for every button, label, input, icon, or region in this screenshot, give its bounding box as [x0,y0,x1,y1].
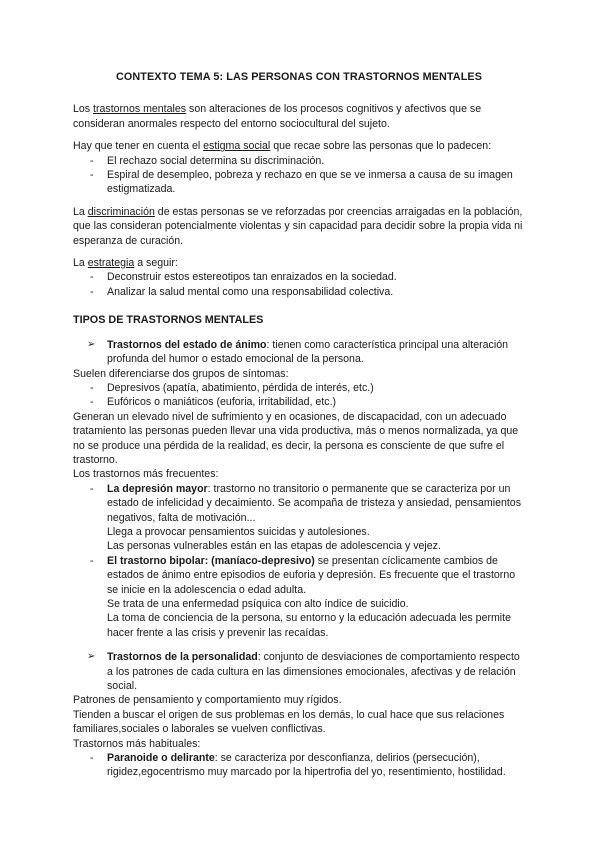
mood-frequent-intro: Los trastornos más frecuentes: [73,468,219,481]
stigma-pre: Hay que tener en cuenta el [73,140,204,153]
paranoid-name: Paranoide o delirante [107,752,215,765]
strategy-paragraph: La estrategia a seguir: [73,257,178,270]
mood-disorders-item [73,338,525,367]
habitual-disorders-list [73,751,525,780]
list-item: - El rechazo social determina su discriminación. [90,154,325,167]
list-item: - El trastorno bipolar: (maníaco-depresivo) se presentan cíclicamente cambios de estados de ánimo entre episodios de euforia y depresión. Es frecuente que el trastorno se inicie en la adolescencia o edad adulta. Se trata de una enfermedad psíquica con alto índice de suicidio. La toma de conciencia de la persona, su entorno y la educación adecuada les permite hacer frente a las crisis y prevenir las recaídas. [90,554,516,639]
intro-paragraph [73,102,525,131]
list-item: - Depresivos (apatía, abatimiento, pérdida de interés, etc.) [90,381,374,394]
dash-bullet: - [90,554,94,567]
mood-groups-list [73,381,525,410]
dash-bullet: - [90,482,94,495]
stigma-post: que recae sobre las personas que lo padecen: [270,140,492,153]
mood-desc: : tienen como característica principal una alteración profunda del humor o estado emocional de la persona. [107,338,508,366]
page-title: CONTEXTO TEMA 5: LAS PERSONAS CON TRASTORNOS MENTALES [115,71,483,83]
list-item: - Espiral de desempleo, pobreza y rechazo en que se ve inmersa a causa de su imagen estigmatizada. [90,169,513,196]
list-item: - Eufóricos o maniáticos (euforia, irritabilidad, etc.) [90,396,337,409]
list-item: - Paranoide o delirante: se caracteriza por desconfianza, delirios (persecución), rigidez,egocentrismo muy marcado por la hipertrofia del yo, resentimiento, hostilidad. [90,752,506,779]
dash-bullet: - [90,752,94,765]
mood-consequence: Generan un elevado nivel de sufrimiento y en ocasiones, de discapacidad, con un adecuado tratamiento las personas pueden llevar una vida productiva, más o menos normalizada, ya que no se produce una pérdida de la realidad, es decir, la persona es consciente de que sufre el trastorno. [73,410,519,466]
section-heading: TIPOS DE TRASTORNOS MENTALES [73,314,264,327]
personality-habitual-intro: Trastornos más habituales: [73,737,201,750]
intro-post: son alteraciones de los procesos cognitivos y afectivos que se consideran anormales respecto del entorno sociocultural del sujeto. [73,103,482,130]
personality-line2: Tienden a buscar el origen de sus problemas en los demás, lo cual hace que sus relaciones familiares,sociales o laborales se vuelven conflictivas. [73,708,505,736]
dash-bullet: - [90,396,94,409]
personality-disorders-item [73,650,525,693]
intro-pre: Los [73,103,94,116]
frequent-disorders-list [73,482,525,640]
list-item: - Deconstruir estos estereotipos tan enraizados en la sociedad. [90,271,397,284]
list-item: - Analizar la salud mental como una responsabilidad colectiva. [90,285,394,298]
dash-bullet: - [90,169,94,182]
personality-line1: Patrones de pensamiento y comportamiento muy rígidos. [73,694,342,707]
term-estigma-social: estigma social [203,140,271,153]
arrow-bullet-icon: ➢ [87,651,96,663]
term-trastornos-mentales: trastornos mentales [93,103,187,116]
depression-name: La depresión mayor [107,482,208,495]
dash-bullet: - [90,381,94,394]
stigma-paragraph [73,139,525,153]
list-item: - La depresión mayor: trastorno no transitorio o permanente que se caracteriza por un estado de infelicidad y decaimiento. Se acompaña de tristeza y ansiedad, pensamientos negativos, falta de motivación... Llega a provocar pensamientos suicidas y autolesiones. Las personas vulnerables están en las etapas de adolescencia y vejez. [90,482,521,553]
mood-heading: Trastornos del estado de ánimo [107,338,267,351]
strategy-list [73,270,525,299]
personality-heading: Trastornos de la personalidad [107,651,258,664]
dash-bullet: - [90,154,94,167]
dash-bullet: - [90,271,94,284]
mood-groups-intro: Suelen diferenciarse dos grupos de síntomas: [73,367,289,380]
arrow-bullet-icon: ➢ [87,338,96,350]
bipolar-name: El trastorno bipolar: (maníaco-depresivo) [107,554,315,567]
dash-bullet: - [90,285,94,298]
personality-desc: : conjunto de desviaciones de comportamiento respecto a los patrones de cada cultura en las dimensiones emocionales, afectivas y de relación social. [107,651,520,693]
term-discriminacion: discriminación [87,205,155,218]
term-estrategia: estrategia [87,257,135,270]
document-page [73,70,525,780]
stigma-list [73,154,525,197]
discrimination-paragraph: La discriminación de estas personas se ve reforzadas por creencias arraigadas en la población, que las consideran potencialmente violentas y sin capacidad para decidir sobre la propia vida ni esperanza de curación. [73,205,523,247]
